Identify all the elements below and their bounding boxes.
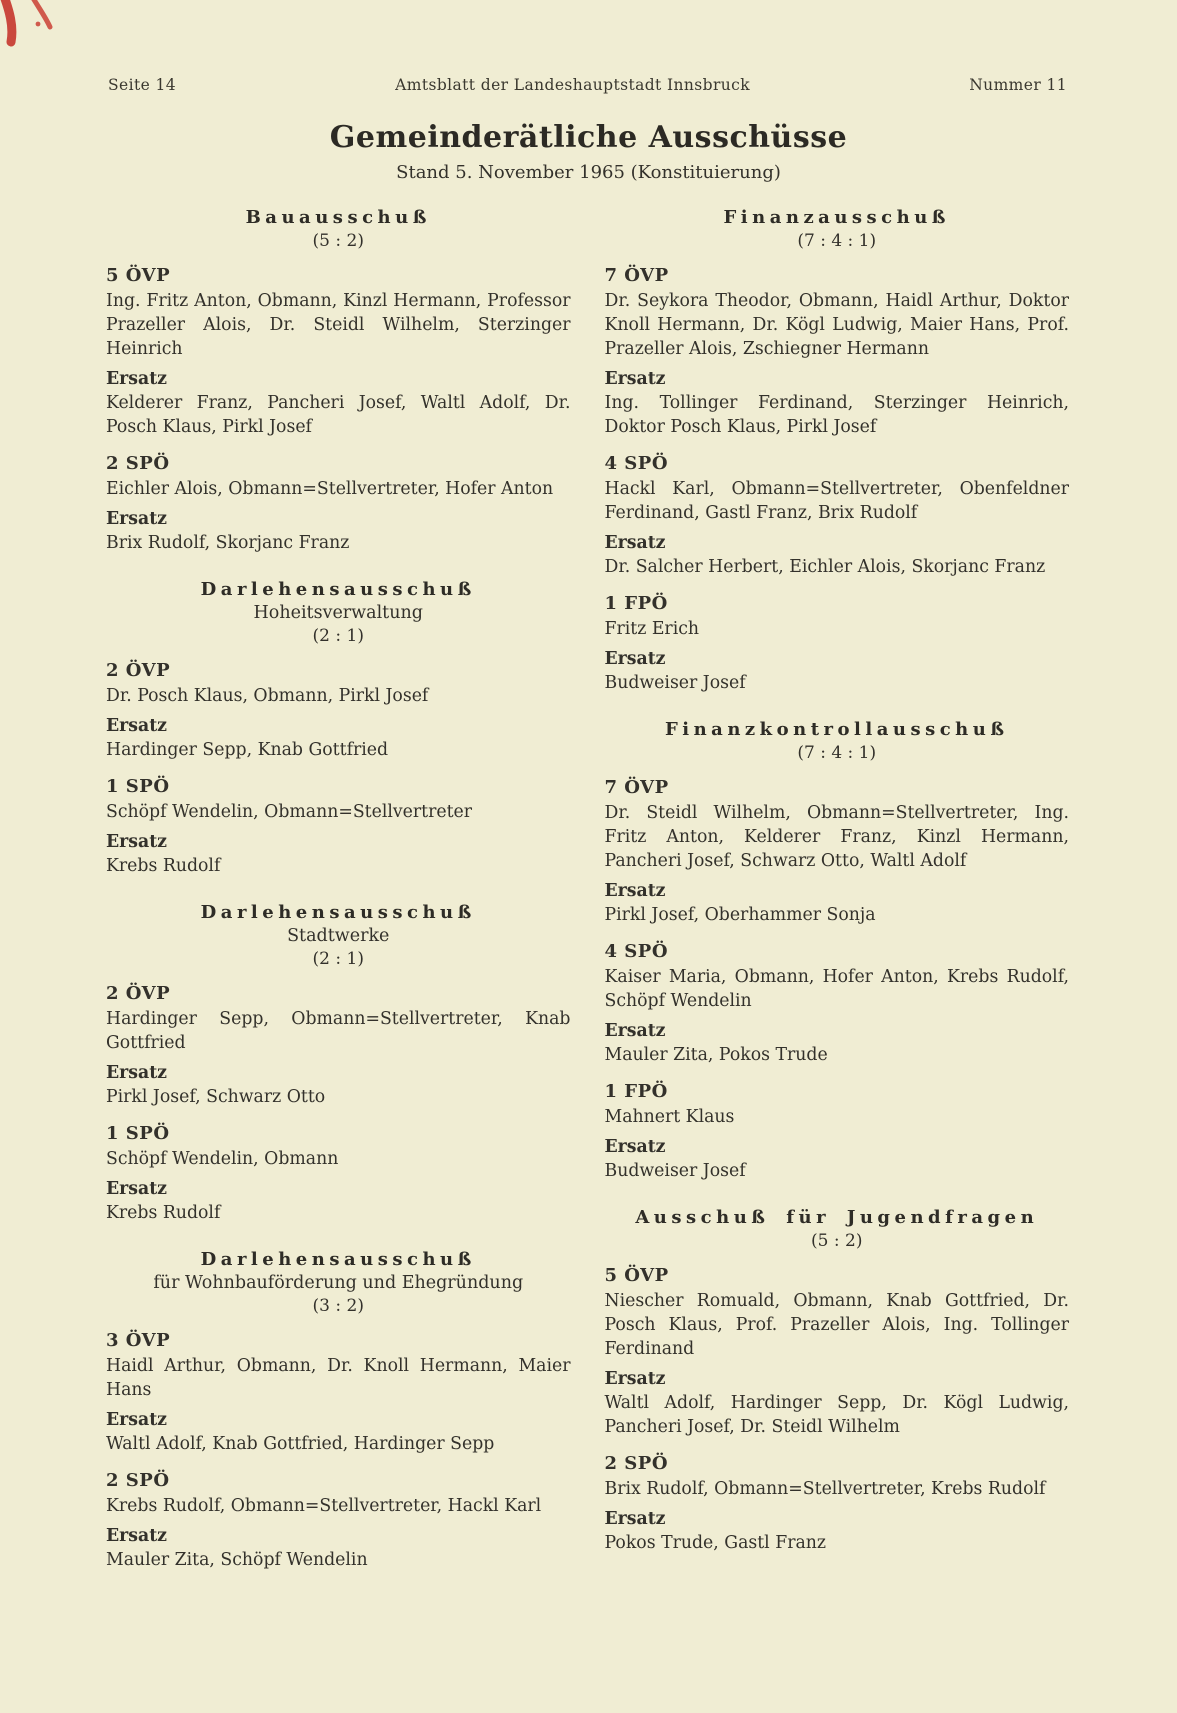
party-group (605, 265, 1070, 439)
ersatz-label: Ersatz (106, 1526, 167, 1546)
party-count-label: 2 ÖVP (106, 660, 171, 681)
committee-finanzkontrollausschuss (605, 719, 1070, 1183)
red-pen-mark (0, 0, 100, 70)
committee-finanzausschuss (605, 207, 1070, 695)
masthead-text: Amtsblatt der Landeshauptstadt Innsbruck (395, 76, 751, 94)
party-count-label: 2 SPÖ (604, 1453, 669, 1474)
party-group (106, 1123, 571, 1225)
committee-subname: Stadtwerke (287, 926, 390, 946)
party-count-label: 5 ÖVP (604, 1265, 669, 1286)
member-list: Hardinger Sepp, Obmann=Stellvertreter, Knab Gottfried (106, 1009, 571, 1053)
member-list: Fritz Erich (604, 619, 700, 639)
member-list: Dr. Posch Klaus, Obmann, Pirkl Josef (106, 686, 429, 706)
party-group (605, 1453, 1070, 1555)
ersatz-label: Ersatz (604, 1021, 666, 1041)
committee-darlehensausschuss-stadtwerke (106, 902, 571, 1225)
committee-subname: für Wohnbauförderung und Ehegründung (153, 1273, 524, 1293)
ersatz-list: Mauler Zita, Schöpf Wendelin (106, 1550, 368, 1570)
party-group (106, 776, 571, 878)
ersatz-list: Mauler Zita, Pokos Trude (604, 1045, 828, 1065)
page-title: Gemeinderätliche Ausschüsse (329, 120, 848, 155)
committee-name: Finanzausschuß (723, 207, 950, 228)
ersatz-list: Budweiser Josef (604, 673, 746, 693)
ersatz-label: Ersatz (106, 1410, 167, 1430)
two-column-layout (106, 207, 1069, 1596)
ersatz-label: Ersatz (604, 1137, 666, 1157)
page-subtitle: Stand 5. November 1965 (Konstituierung) (396, 162, 781, 183)
ersatz-list: Pirkl Josef, Schwarz Otto (106, 1087, 326, 1107)
member-list: Haidl Arthur, Obmann, Dr. Knoll Hermann, Maier Hans (106, 1356, 571, 1400)
member-list: Brix Rudolf, Obmann=Stellvertreter, Krebs Rudolf (604, 1479, 1046, 1499)
committee-ratio: (5 : 2) (811, 1231, 863, 1251)
ersatz-label: Ersatz (604, 533, 666, 553)
party-count-label: 7 ÖVP (604, 777, 669, 798)
ersatz-list: Kelderer Franz, Pancheri Josef, Waltl Adolf, Dr. Posch Klaus, Pirkl Josef (106, 393, 571, 437)
ersatz-list: Pokos Trude, Gastl Franz (604, 1533, 826, 1553)
party-group (605, 453, 1070, 579)
party-group (605, 941, 1070, 1067)
ersatz-label: Ersatz (106, 369, 167, 389)
party-group (605, 1265, 1070, 1439)
member-list: Schöpf Wendelin, Obmann=Stellvertreter (106, 802, 473, 822)
party-count-label: 4 SPÖ (604, 453, 669, 474)
party-count-label: 5 ÖVP (106, 265, 171, 286)
committee-ratio: (7 : 4 : 1) (797, 743, 877, 763)
ersatz-label: Ersatz (604, 369, 666, 389)
ersatz-label: Ersatz (106, 1179, 167, 1199)
committee-ratio: (3 : 2) (312, 1296, 364, 1316)
ersatz-label: Ersatz (604, 881, 666, 901)
member-list: Krebs Rudolf, Obmann=Stellvertreter, Hackl Karl (106, 1496, 542, 1516)
party-group (106, 453, 571, 555)
ersatz-label: Ersatz (604, 649, 666, 669)
ersatz-label: Ersatz (604, 1369, 666, 1389)
member-list: Niescher Romuald, Obmann, Knab Gottfried, Dr. Posch Klaus, Prof. Prazeller Alois, Ing. Tollinger Ferdinand (604, 1291, 1069, 1359)
party-count-label: 7 ÖVP (604, 265, 669, 286)
right-column (605, 207, 1070, 1596)
committee-ratio: (2 : 1) (312, 949, 364, 969)
member-list: Mahnert Klaus (604, 1107, 735, 1127)
party-group (605, 1081, 1070, 1183)
member-list: Dr. Steidl Wilhelm, Obmann=Stellvertreter, Ing. Fritz Anton, Kelderer Franz, Kinzl Hermann, Pancheri Josef, Schwarz Otto, Waltl Adolf (604, 803, 1069, 871)
committee-ratio: (5 : 2) (312, 231, 364, 251)
committee-name: Darlehensausschuß (200, 579, 476, 600)
party-group (605, 777, 1070, 927)
ersatz-list: Waltl Adolf, Knab Gottfried, Hardinger Sepp (106, 1434, 495, 1454)
issue-number: Nummer 11 (969, 76, 1067, 94)
left-column (106, 207, 571, 1596)
party-count-label: 1 FPÖ (604, 593, 668, 614)
party-group (106, 1470, 571, 1572)
party-group (605, 593, 1070, 695)
ersatz-label: Ersatz (604, 1509, 666, 1529)
ersatz-list: Brix Rudolf, Skorjanc Franz (106, 533, 350, 553)
party-count-label: 2 ÖVP (106, 983, 171, 1004)
committee-name: Darlehensausschuß (200, 902, 476, 923)
ersatz-label: Ersatz (106, 1063, 167, 1083)
member-list: Kaiser Maria, Obmann, Hofer Anton, Krebs Rudolf, Schöpf Wendelin (604, 967, 1069, 1011)
committee-ratio: (7 : 4 : 1) (797, 231, 877, 251)
party-count-label: 1 FPÖ (604, 1081, 668, 1102)
party-count-label: 1 SPÖ (106, 776, 170, 797)
member-list: Schöpf Wendelin, Obmann (106, 1149, 339, 1169)
party-group (106, 265, 571, 439)
page-number: Seite 14 (108, 76, 177, 94)
committee-name: Finanzkontrollausschuß (664, 719, 1009, 740)
committee-name: Darlehensausschuß (200, 1249, 476, 1270)
ersatz-list: Krebs Rudolf (106, 856, 221, 876)
party-count-label: 1 SPÖ (106, 1123, 170, 1144)
party-group (106, 983, 571, 1109)
committee-bauausschuss (106, 207, 571, 555)
committee-name: Ausschuß für Jugendfragen (635, 1207, 1039, 1228)
ersatz-label: Ersatz (106, 832, 167, 852)
ersatz-list: Hardinger Sepp, Knab Gottfried (106, 740, 389, 760)
ersatz-list: Pirkl Josef, Oberhammer Sonja (604, 905, 876, 925)
committee-jugendfragen (605, 1207, 1070, 1555)
member-list: Dr. Seykora Theodor, Obmann, Haidl Arthur, Doktor Knoll Hermann, Dr. Kögl Ludwig, Maier Hans, Prof. Prazeller Alois, Zschiegner Hermann (604, 291, 1069, 359)
committee-subname: Hoheitsverwaltung (253, 603, 423, 623)
member-list: Eichler Alois, Obmann=Stellvertreter, Hofer Anton (106, 479, 554, 499)
party-count-label: 3 ÖVP (106, 1330, 171, 1351)
ersatz-label: Ersatz (106, 716, 167, 736)
committee-name: Bauausschuß (245, 207, 431, 228)
page-header (108, 76, 1067, 94)
ersatz-list: Ing. Tollinger Ferdinand, Sterzinger Heinrich, Doktor Posch Klaus, Pirkl Josef (604, 393, 1069, 437)
ersatz-list: Budweiser Josef (604, 1161, 746, 1181)
member-list: Ing. Fritz Anton, Obmann, Kinzl Hermann, Professor Prazeller Alois, Dr. Steidl Wilhelm, Sterzinger Heinrich (106, 291, 571, 359)
committee-darlehensausschuss-wohnbaufoerderung (106, 1249, 571, 1572)
party-group (106, 1330, 571, 1456)
party-count-label: 2 SPÖ (106, 1470, 170, 1491)
ersatz-list: Waltl Adolf, Hardinger Sepp, Dr. Kögl Ludwig, Pancheri Josef, Dr. Steidl Wilhelm (604, 1393, 1069, 1437)
ersatz-list: Krebs Rudolf (106, 1203, 221, 1223)
party-count-label: 4 SPÖ (604, 941, 669, 962)
party-group (106, 660, 571, 762)
party-count-label: 2 SPÖ (106, 453, 170, 474)
committee-darlehensausschuss-hoheitsverwaltung (106, 579, 571, 878)
member-list: Hackl Karl, Obmann=Stellvertreter, Obenfeldner Ferdinand, Gastl Franz, Brix Rudolf (604, 479, 1069, 523)
ersatz-list: Dr. Salcher Herbert, Eichler Alois, Skorjanc Franz (604, 557, 1046, 577)
ersatz-label: Ersatz (106, 509, 167, 529)
committee-ratio: (2 : 1) (312, 626, 364, 646)
